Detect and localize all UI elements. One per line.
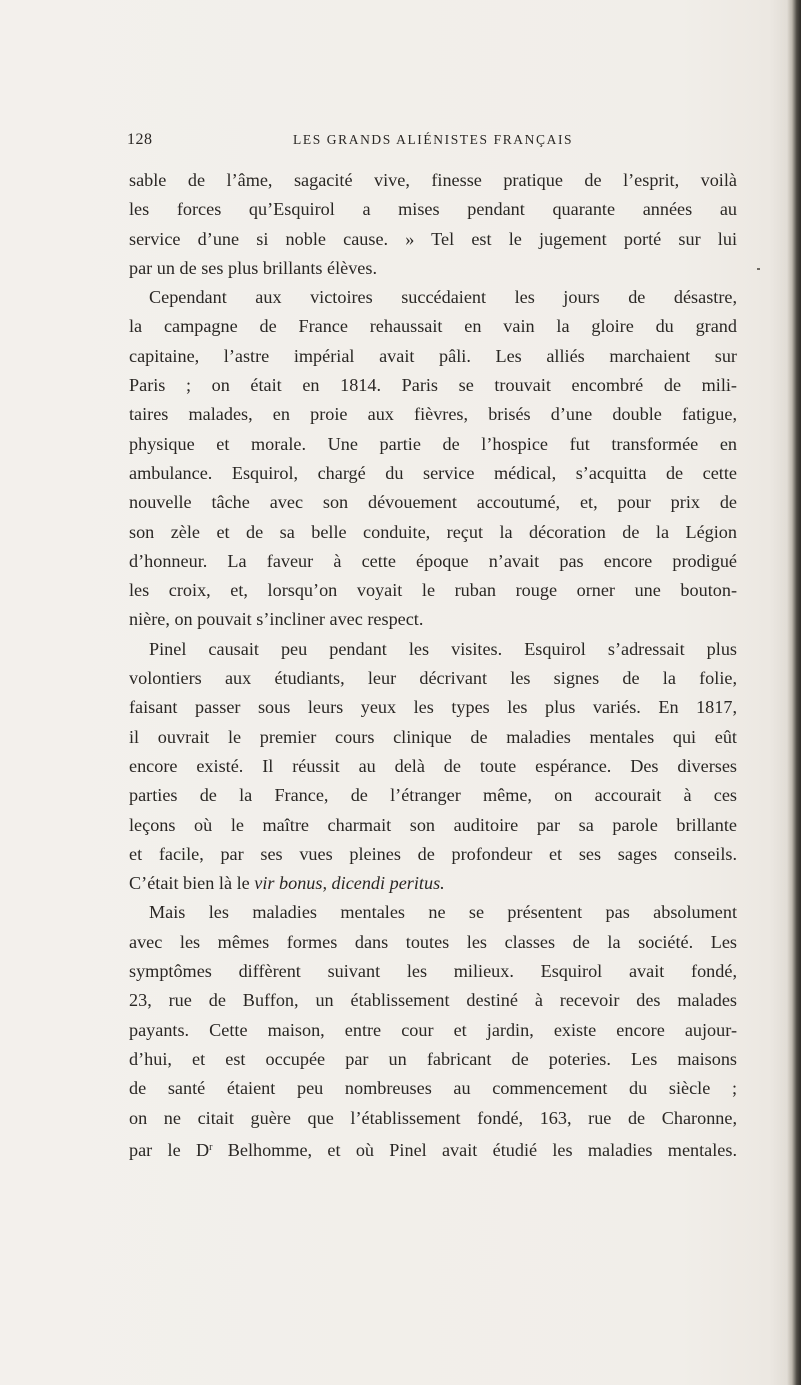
text-line: nière, on pouvait s’incliner avec respect. xyxy=(129,609,424,630)
text-line: Pinel causait peu pendant les visites. Esquirol s’adressait plus xyxy=(149,638,737,659)
text-line: la campagne de France rehaussait en vain la gloire du grand xyxy=(129,316,737,337)
text-line: Paris ; on était en 1814. Paris se trouvait encombré de mili- xyxy=(129,375,737,396)
text-line: ambulance. Esquirol, chargé du service médical, s’acquitta de cette xyxy=(129,462,737,483)
text-fragment: C’était bien là le xyxy=(129,873,255,894)
text-line-with-superscript xyxy=(129,1133,737,1162)
text-line: nouvelle tâche avec son dévouement accoutumé, et, pour prix de xyxy=(129,492,737,513)
text-line: capitaine, l’astre impérial avait pâli. Les alliés marchaient sur xyxy=(129,345,737,366)
text-line: physique et morale. Une partie de l’hospice fut transformée en xyxy=(129,433,737,454)
text-line: taires malades, en proie aux fièvres, brisés d’une double fatigue, xyxy=(129,404,737,425)
text-line: 23, rue de Buffon, un établissement destiné à recevoir des malades xyxy=(129,990,737,1011)
text-line: avec les mêmes formes dans toutes les classes de la société. Les xyxy=(129,931,737,952)
text-line-with-quote xyxy=(129,869,737,898)
text-line: d’hui, et est occupée par un fabricant de poteries. Les maisons xyxy=(129,1048,737,1069)
text-line: faisant passer sous leurs yeux les types les plus variés. En 1817, xyxy=(129,697,737,718)
text-fragment: Belhomme, et où Pinel avait étudié les maladies mentales. xyxy=(212,1139,737,1160)
page-edge-shadow xyxy=(787,0,801,1385)
superscript: r xyxy=(209,1141,213,1153)
text-line: parties de la France, de l’étranger même, on accourait à ces xyxy=(129,785,737,806)
text-line: les croix, et, lorsqu’on voyait le ruban rouge orner une bouton- xyxy=(129,580,737,601)
text-line: son zèle et de sa belle conduite, reçut la décoration de la Légion xyxy=(129,521,737,542)
text-line: payants. Cette maison, entre cour et jardin, existe encore aujour- xyxy=(129,1019,737,1040)
body-text xyxy=(129,166,737,1162)
text-line: service d’une si noble cause. » Tel est le jugement porté sur lui xyxy=(129,228,737,249)
margin-speck xyxy=(757,268,760,270)
text-line: par un de ses plus brillants élèves. xyxy=(129,257,378,278)
text-fragment: par le D xyxy=(129,1139,210,1160)
running-head xyxy=(127,131,736,155)
text-line: encore existé. Il réussit au delà de toute espérance. Des diverses xyxy=(129,755,737,776)
text-line: on ne citait guère que l’établissement fondé, 163, rue de Charonne, xyxy=(129,1107,737,1128)
text-line: leçons où le maître charmait son auditoire par sa parole brillante xyxy=(129,814,737,835)
text-line: Cependant aux victoires succédaient les jours de désastre, xyxy=(149,287,737,308)
page-number: 128 xyxy=(127,131,153,148)
text-line: les forces qu’Esquirol a mises pendant quarante années au xyxy=(129,199,737,220)
text-line: symptômes diffèrent suivant les milieux. Esquirol avait fondé, xyxy=(129,961,737,982)
text-line: de santé étaient peu nombreuses au commencement du siècle ; xyxy=(129,1078,737,1099)
text-line: et facile, par ses vues pleines de profondeur et ses sages conseils. xyxy=(129,843,737,864)
text-line: d’honneur. La faveur à cette époque n’avait pas encore prodigué xyxy=(129,550,737,571)
text-line: sable de l’âme, sagacité vive, finesse pratique de l’esprit, voilà xyxy=(129,170,737,190)
running-title: LES GRANDS ALIÉNISTES FRANÇAIS xyxy=(293,132,574,147)
latin-quote: vir bonus, dicendi peritus. xyxy=(254,873,445,894)
text-line: Mais les maladies mentales ne se présentent pas absolument xyxy=(149,902,737,923)
text-line: il ouvrait le premier cours clinique de maladies mentales qui eût xyxy=(129,726,737,747)
text-line: volontiers aux étudiants, leur décrivant les signes de la folie, xyxy=(129,668,737,689)
